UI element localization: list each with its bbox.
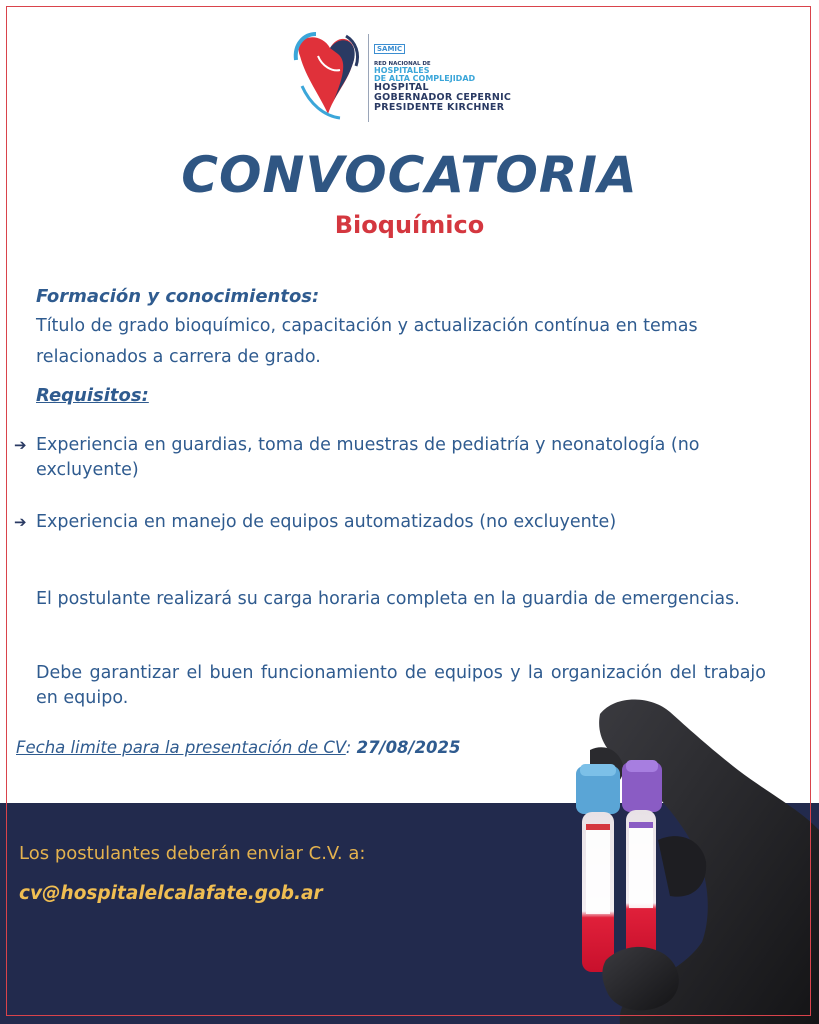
deadline-label: Fecha limite para la presentación de CV	[16, 738, 346, 757]
deadline-date: 27/08/2025	[356, 738, 461, 757]
requisitos-heading: Requisitos:	[36, 385, 149, 406]
formacion-text: Título de grado bioquímico, capacitación y actualización contínua en temas relacionados a carrera de grado.	[36, 316, 698, 367]
page-subtitle: Bioquímico	[334, 211, 485, 239]
deadline	[16, 738, 461, 757]
requisito-text: Experiencia en manejo de equipos automatizados (no excluyente)	[36, 512, 617, 532]
contact-email-link[interactable]: cv@hospitalelcalafate.gob.ar	[19, 883, 323, 904]
logo-hospitales: HOSPITALES	[374, 66, 430, 75]
requisito-text: Experiencia en guardias, toma de muestras de pediatría y neonatología (no excluyente)	[36, 435, 700, 480]
logo-network-label: RED NACIONAL DE	[374, 61, 431, 67]
deadline-separator: :	[345, 738, 357, 757]
requisito-item	[14, 433, 774, 483]
logo-hospital: HOSPITAL	[374, 82, 429, 93]
logo-presidente: PRESIDENTE KIRCHNER	[374, 102, 505, 113]
hospital-logo	[290, 26, 540, 126]
logo-alta-complejidad: DE ALTA COMPLEJIDAD	[374, 74, 476, 83]
footer-instruction: Los postulantes deberán enviar C.V. a:	[19, 843, 366, 864]
page-title: CONVOCATORIA	[181, 146, 638, 204]
formacion-heading: Formación y conocimientos:	[36, 286, 320, 307]
logo-gobernador: GOBERNADOR CEPERNIC	[374, 92, 512, 103]
logo-text	[374, 36, 511, 113]
blood-tubes-hand-image	[560, 690, 819, 1024]
samic-badge: SAMIC	[374, 44, 405, 54]
logo-divider	[368, 34, 369, 122]
hospital-heart-logo-icon	[290, 26, 366, 122]
arrow-right-icon: ➔	[14, 513, 27, 531]
requisito-item	[14, 510, 774, 535]
paragraph-equipos: Debe garantizar el buen funcionamiento de equipos y la organización del trabajo en equipo.	[36, 663, 766, 708]
arrow-right-icon: ➔	[14, 436, 27, 454]
paragraph-guardia: El postulante realizará su carga horaria completa en la guardia de emergencias.	[36, 589, 740, 609]
